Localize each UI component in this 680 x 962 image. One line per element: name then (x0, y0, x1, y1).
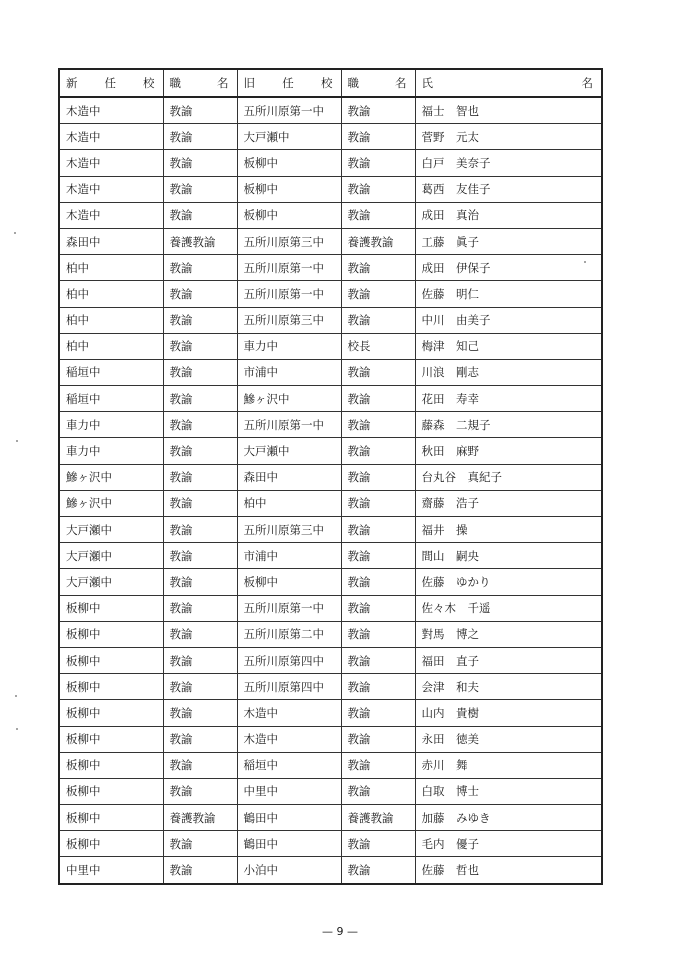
header-char: 旧 (243, 76, 255, 90)
new-school-cell: 大戸瀬中 (59, 543, 163, 569)
position-cell: 教諭 (163, 124, 237, 150)
position-cell: 教諭 (163, 752, 237, 778)
previous-position-cell: 教諭 (341, 386, 415, 412)
table-row (59, 595, 602, 621)
header-name (415, 69, 602, 97)
table-row (59, 97, 602, 124)
new-school-cell: 稲垣中 (59, 386, 163, 412)
name-cell: 台丸谷 真紀子 (415, 464, 602, 490)
previous-position-cell: 校長 (341, 333, 415, 359)
previous-position-cell: 教諭 (341, 202, 415, 228)
previous-school-cell: 五所川原第一中 (237, 412, 341, 438)
position-cell: 教諭 (163, 97, 237, 124)
new-school-cell: 板柳中 (59, 647, 163, 673)
previous-school-cell: 鰺ヶ沢中 (237, 386, 341, 412)
name-cell: 佐々木 千遥 (415, 595, 602, 621)
header-char: 職 (169, 76, 181, 90)
name-cell: 佐藤 ゆかり (415, 569, 602, 595)
table-row (59, 517, 602, 543)
table-row (59, 150, 602, 176)
previous-position-cell: 教諭 (341, 700, 415, 726)
new-school-cell: 柏中 (59, 281, 163, 307)
table-row (59, 726, 602, 752)
table-row (59, 202, 602, 228)
header-char: 名 (395, 76, 407, 90)
name-cell: 間山 嗣央 (415, 543, 602, 569)
name-cell: 藤森 二規子 (415, 412, 602, 438)
new-school-cell: 木造中 (59, 124, 163, 150)
header-position (341, 69, 415, 97)
new-school-cell: 板柳中 (59, 726, 163, 752)
previous-position-cell: 教諭 (341, 281, 415, 307)
name-cell: 成田 伊保子 (415, 255, 602, 281)
position-cell: 養護教諭 (163, 228, 237, 254)
position-cell: 教諭 (163, 255, 237, 281)
previous-school-cell: 木造中 (237, 700, 341, 726)
position-cell: 教諭 (163, 726, 237, 752)
position-cell: 教諭 (163, 569, 237, 595)
previous-position-cell: 教諭 (341, 124, 415, 150)
name-cell: 成田 真治 (415, 202, 602, 228)
previous-position-cell: 養護教諭 (341, 228, 415, 254)
header-position (163, 69, 237, 97)
header-char: 名 (217, 76, 229, 90)
table-row (59, 621, 602, 647)
table-row (59, 831, 602, 857)
new-school-cell: 鰺ヶ沢中 (59, 464, 163, 490)
new-school-cell: 板柳中 (59, 752, 163, 778)
position-cell: 教諭 (163, 386, 237, 412)
header-char: 校 (143, 76, 155, 90)
name-cell: 葛西 友佳子 (415, 176, 602, 202)
position-cell: 養護教諭 (163, 805, 237, 831)
name-cell: 福田 直子 (415, 647, 602, 673)
scan-speck (16, 728, 18, 730)
previous-school-cell: 五所川原第一中 (237, 255, 341, 281)
name-cell: 花田 寿幸 (415, 386, 602, 412)
table-row (59, 778, 602, 804)
previous-position-cell: 教諭 (341, 831, 415, 857)
new-school-cell: 森田中 (59, 228, 163, 254)
table-row (59, 647, 602, 673)
previous-position-cell: 教諭 (341, 517, 415, 543)
scan-speck (584, 261, 586, 263)
name-cell: 加藤 みゆき (415, 805, 602, 831)
new-school-cell: 中里中 (59, 857, 163, 884)
previous-school-cell: 中里中 (237, 778, 341, 804)
header-row (59, 69, 602, 97)
previous-school-cell: 板柳中 (237, 202, 341, 228)
name-cell: 中川 由美子 (415, 307, 602, 333)
new-school-cell: 板柳中 (59, 674, 163, 700)
header-new-school (59, 69, 163, 97)
previous-school-cell: 板柳中 (237, 569, 341, 595)
table-row (59, 176, 602, 202)
header-char: 氏 (421, 76, 433, 90)
name-cell: 工藤 眞子 (415, 228, 602, 254)
name-cell: 白戸 美奈子 (415, 150, 602, 176)
position-cell: 教諭 (163, 778, 237, 804)
position-cell: 教諭 (163, 674, 237, 700)
position-cell: 教諭 (163, 621, 237, 647)
table-row (59, 569, 602, 595)
position-cell: 教諭 (163, 281, 237, 307)
previous-position-cell: 教諭 (341, 438, 415, 464)
previous-school-cell: 森田中 (237, 464, 341, 490)
personnel-transfer-table (58, 68, 603, 885)
scan-speck (15, 695, 17, 697)
new-school-cell: 稲垣中 (59, 359, 163, 385)
name-cell: 對馬 博之 (415, 621, 602, 647)
previous-school-cell: 鶴田中 (237, 831, 341, 857)
scan-speck (14, 232, 16, 234)
previous-position-cell: 教諭 (341, 359, 415, 385)
previous-school-cell: 木造中 (237, 726, 341, 752)
name-cell: 秋田 麻野 (415, 438, 602, 464)
previous-position-cell: 教諭 (341, 464, 415, 490)
previous-position-cell: 教諭 (341, 621, 415, 647)
position-cell: 教諭 (163, 307, 237, 333)
name-cell: 白取 博士 (415, 778, 602, 804)
table-body (59, 97, 602, 884)
position-cell: 教諭 (163, 857, 237, 884)
name-cell: 菅野 元太 (415, 124, 602, 150)
table-row (59, 752, 602, 778)
new-school-cell: 車力中 (59, 412, 163, 438)
header-previous-school (237, 69, 341, 97)
previous-school-cell: 鶴田中 (237, 805, 341, 831)
table-row (59, 805, 602, 831)
previous-position-cell: 教諭 (341, 595, 415, 621)
position-cell: 教諭 (163, 543, 237, 569)
header-char: 職 (347, 76, 359, 90)
position-cell: 教諭 (163, 150, 237, 176)
position-cell: 教諭 (163, 831, 237, 857)
new-school-cell: 板柳中 (59, 621, 163, 647)
table-header (59, 69, 602, 97)
new-school-cell: 木造中 (59, 176, 163, 202)
previous-school-cell: 五所川原第三中 (237, 517, 341, 543)
previous-position-cell: 教諭 (341, 726, 415, 752)
new-school-cell: 木造中 (59, 202, 163, 228)
previous-position-cell: 教諭 (341, 857, 415, 884)
new-school-cell: 柏中 (59, 255, 163, 281)
previous-position-cell: 教諭 (341, 674, 415, 700)
table-row (59, 464, 602, 490)
previous-school-cell: 五所川原第三中 (237, 307, 341, 333)
new-school-cell: 柏中 (59, 333, 163, 359)
table-row (59, 674, 602, 700)
previous-school-cell: 五所川原第三中 (237, 228, 341, 254)
previous-position-cell: 養護教諭 (341, 805, 415, 831)
table-row (59, 857, 602, 884)
table-row (59, 386, 602, 412)
name-cell: 赤川 舞 (415, 752, 602, 778)
new-school-cell: 柏中 (59, 307, 163, 333)
previous-school-cell: 市浦中 (237, 359, 341, 385)
position-cell: 教諭 (163, 412, 237, 438)
previous-school-cell: 柏中 (237, 490, 341, 516)
table-row (59, 359, 602, 385)
previous-school-cell: 五所川原第二中 (237, 621, 341, 647)
previous-school-cell: 五所川原第一中 (237, 97, 341, 124)
previous-school-cell: 板柳中 (237, 176, 341, 202)
previous-position-cell: 教諭 (341, 412, 415, 438)
previous-school-cell: 五所川原第四中 (237, 647, 341, 673)
name-cell: 齋藤 浩子 (415, 490, 602, 516)
header-char: 新 (66, 76, 78, 90)
position-cell: 教諭 (163, 176, 237, 202)
new-school-cell: 車力中 (59, 438, 163, 464)
name-cell: 山内 貴樹 (415, 700, 602, 726)
previous-position-cell: 教諭 (341, 569, 415, 595)
new-school-cell: 木造中 (59, 150, 163, 176)
new-school-cell: 鰺ヶ沢中 (59, 490, 163, 516)
table-row (59, 700, 602, 726)
header-char: 任 (282, 76, 294, 90)
previous-school-cell: 大戸瀬中 (237, 124, 341, 150)
previous-position-cell: 教諭 (341, 150, 415, 176)
table-row (59, 307, 602, 333)
position-cell: 教諭 (163, 464, 237, 490)
previous-school-cell: 五所川原第四中 (237, 674, 341, 700)
position-cell: 教諭 (163, 359, 237, 385)
position-cell: 教諭 (163, 595, 237, 621)
position-cell: 教諭 (163, 333, 237, 359)
table-row (59, 255, 602, 281)
table-row (59, 412, 602, 438)
page-number: — 9 — (322, 925, 358, 938)
new-school-cell: 板柳中 (59, 778, 163, 804)
header-char: 任 (104, 76, 116, 90)
new-school-cell: 大戸瀬中 (59, 569, 163, 595)
previous-school-cell: 板柳中 (237, 150, 341, 176)
previous-position-cell: 教諭 (341, 97, 415, 124)
previous-school-cell: 市浦中 (237, 543, 341, 569)
previous-school-cell: 五所川原第一中 (237, 281, 341, 307)
position-cell: 教諭 (163, 438, 237, 464)
table-row (59, 281, 602, 307)
previous-school-cell: 車力中 (237, 333, 341, 359)
name-cell: 福士 智也 (415, 97, 602, 124)
name-cell: 佐藤 哲也 (415, 857, 602, 884)
previous-position-cell: 教諭 (341, 490, 415, 516)
name-cell: 福井 操 (415, 517, 602, 543)
position-cell: 教諭 (163, 490, 237, 516)
new-school-cell: 板柳中 (59, 805, 163, 831)
name-cell: 川浪 剛志 (415, 359, 602, 385)
previous-position-cell: 教諭 (341, 176, 415, 202)
position-cell: 教諭 (163, 647, 237, 673)
table-row (59, 490, 602, 516)
header-char: 校 (321, 76, 333, 90)
previous-position-cell: 教諭 (341, 543, 415, 569)
name-cell: 毛内 優子 (415, 831, 602, 857)
name-cell: 梅津 知己 (415, 333, 602, 359)
new-school-cell: 板柳中 (59, 831, 163, 857)
new-school-cell: 大戸瀬中 (59, 517, 163, 543)
table-row (59, 543, 602, 569)
previous-school-cell: 稲垣中 (237, 752, 341, 778)
previous-school-cell: 大戸瀬中 (237, 438, 341, 464)
header-char: 名 (581, 76, 593, 90)
position-cell: 教諭 (163, 700, 237, 726)
previous-position-cell: 教諭 (341, 752, 415, 778)
new-school-cell: 木造中 (59, 97, 163, 124)
name-cell: 佐藤 明仁 (415, 281, 602, 307)
previous-position-cell: 教諭 (341, 255, 415, 281)
table-row (59, 228, 602, 254)
name-cell: 会津 和夫 (415, 674, 602, 700)
new-school-cell: 板柳中 (59, 700, 163, 726)
new-school-cell: 板柳中 (59, 595, 163, 621)
table-row (59, 438, 602, 464)
previous-position-cell: 教諭 (341, 307, 415, 333)
previous-position-cell: 教諭 (341, 647, 415, 673)
previous-position-cell: 教諭 (341, 778, 415, 804)
previous-school-cell: 五所川原第一中 (237, 595, 341, 621)
name-cell: 永田 徳美 (415, 726, 602, 752)
table-row (59, 333, 602, 359)
position-cell: 教諭 (163, 202, 237, 228)
table-row (59, 124, 602, 150)
position-cell: 教諭 (163, 517, 237, 543)
scan-speck (16, 440, 18, 442)
previous-school-cell: 小泊中 (237, 857, 341, 884)
